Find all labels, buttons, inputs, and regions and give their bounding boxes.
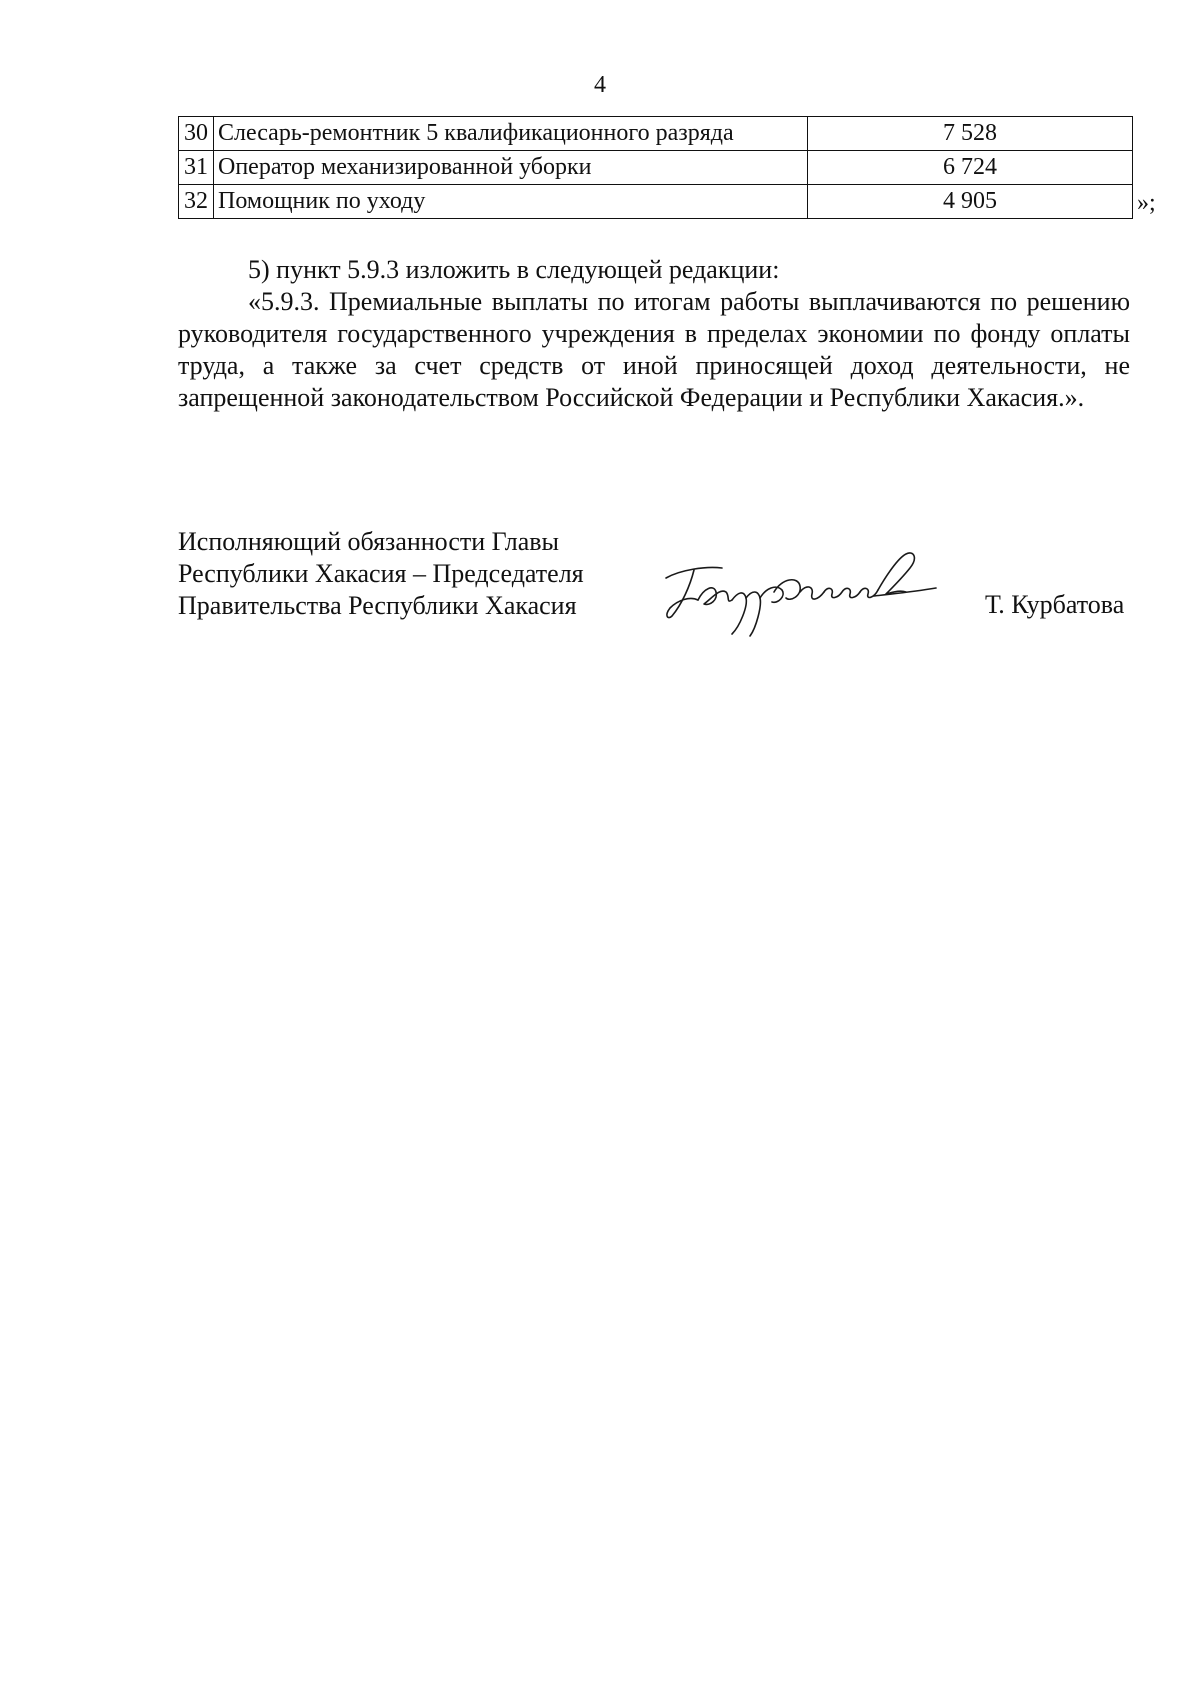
position-title: Оператор механизированной уборки [214, 151, 808, 185]
position-title: Слесарь-ремонтник 5 квалификационного разряда [214, 117, 808, 151]
position-line: Республики Хакасия – Председателя [178, 559, 584, 588]
position-line: Исполняющий обязанности Главы [178, 527, 559, 556]
item-heading: 5) пункт 5.9.3 изложить в следующей редакции: [248, 255, 780, 284]
row-number: 30 [179, 117, 214, 151]
table-closing-mark: »; [1137, 190, 1156, 216]
row-number: 32 [179, 185, 214, 219]
table-row [179, 151, 1133, 185]
salary-amount: 6 724 [808, 151, 1133, 185]
salary-amount: 7 528 [808, 117, 1133, 151]
page-number: 4 [594, 72, 606, 98]
position-title: Помощник по уходу [214, 185, 808, 219]
salary-table [178, 116, 1133, 219]
table-row [179, 117, 1133, 151]
row-number: 31 [179, 151, 214, 185]
amendment-text [178, 254, 1130, 414]
signer-name: Т. Курбатова [985, 590, 1125, 619]
item-text: «5.9.3. Премиальные выплаты по итогам работы выплачиваются по решению руководителя государственного учреждения в пределах экономии по фонду оплаты труда, а также за счет средств от иной приносящей доход деятельности, не запрещенной законодательством Российской Федерации и Республики Хакасия.». [178, 287, 1130, 412]
salary-amount: 4 905 [808, 185, 1133, 219]
handwritten-signature-icon [660, 548, 940, 638]
signatory-position [178, 526, 584, 622]
position-line: Правительства Республики Хакасия [178, 591, 577, 620]
table-row [179, 185, 1133, 219]
